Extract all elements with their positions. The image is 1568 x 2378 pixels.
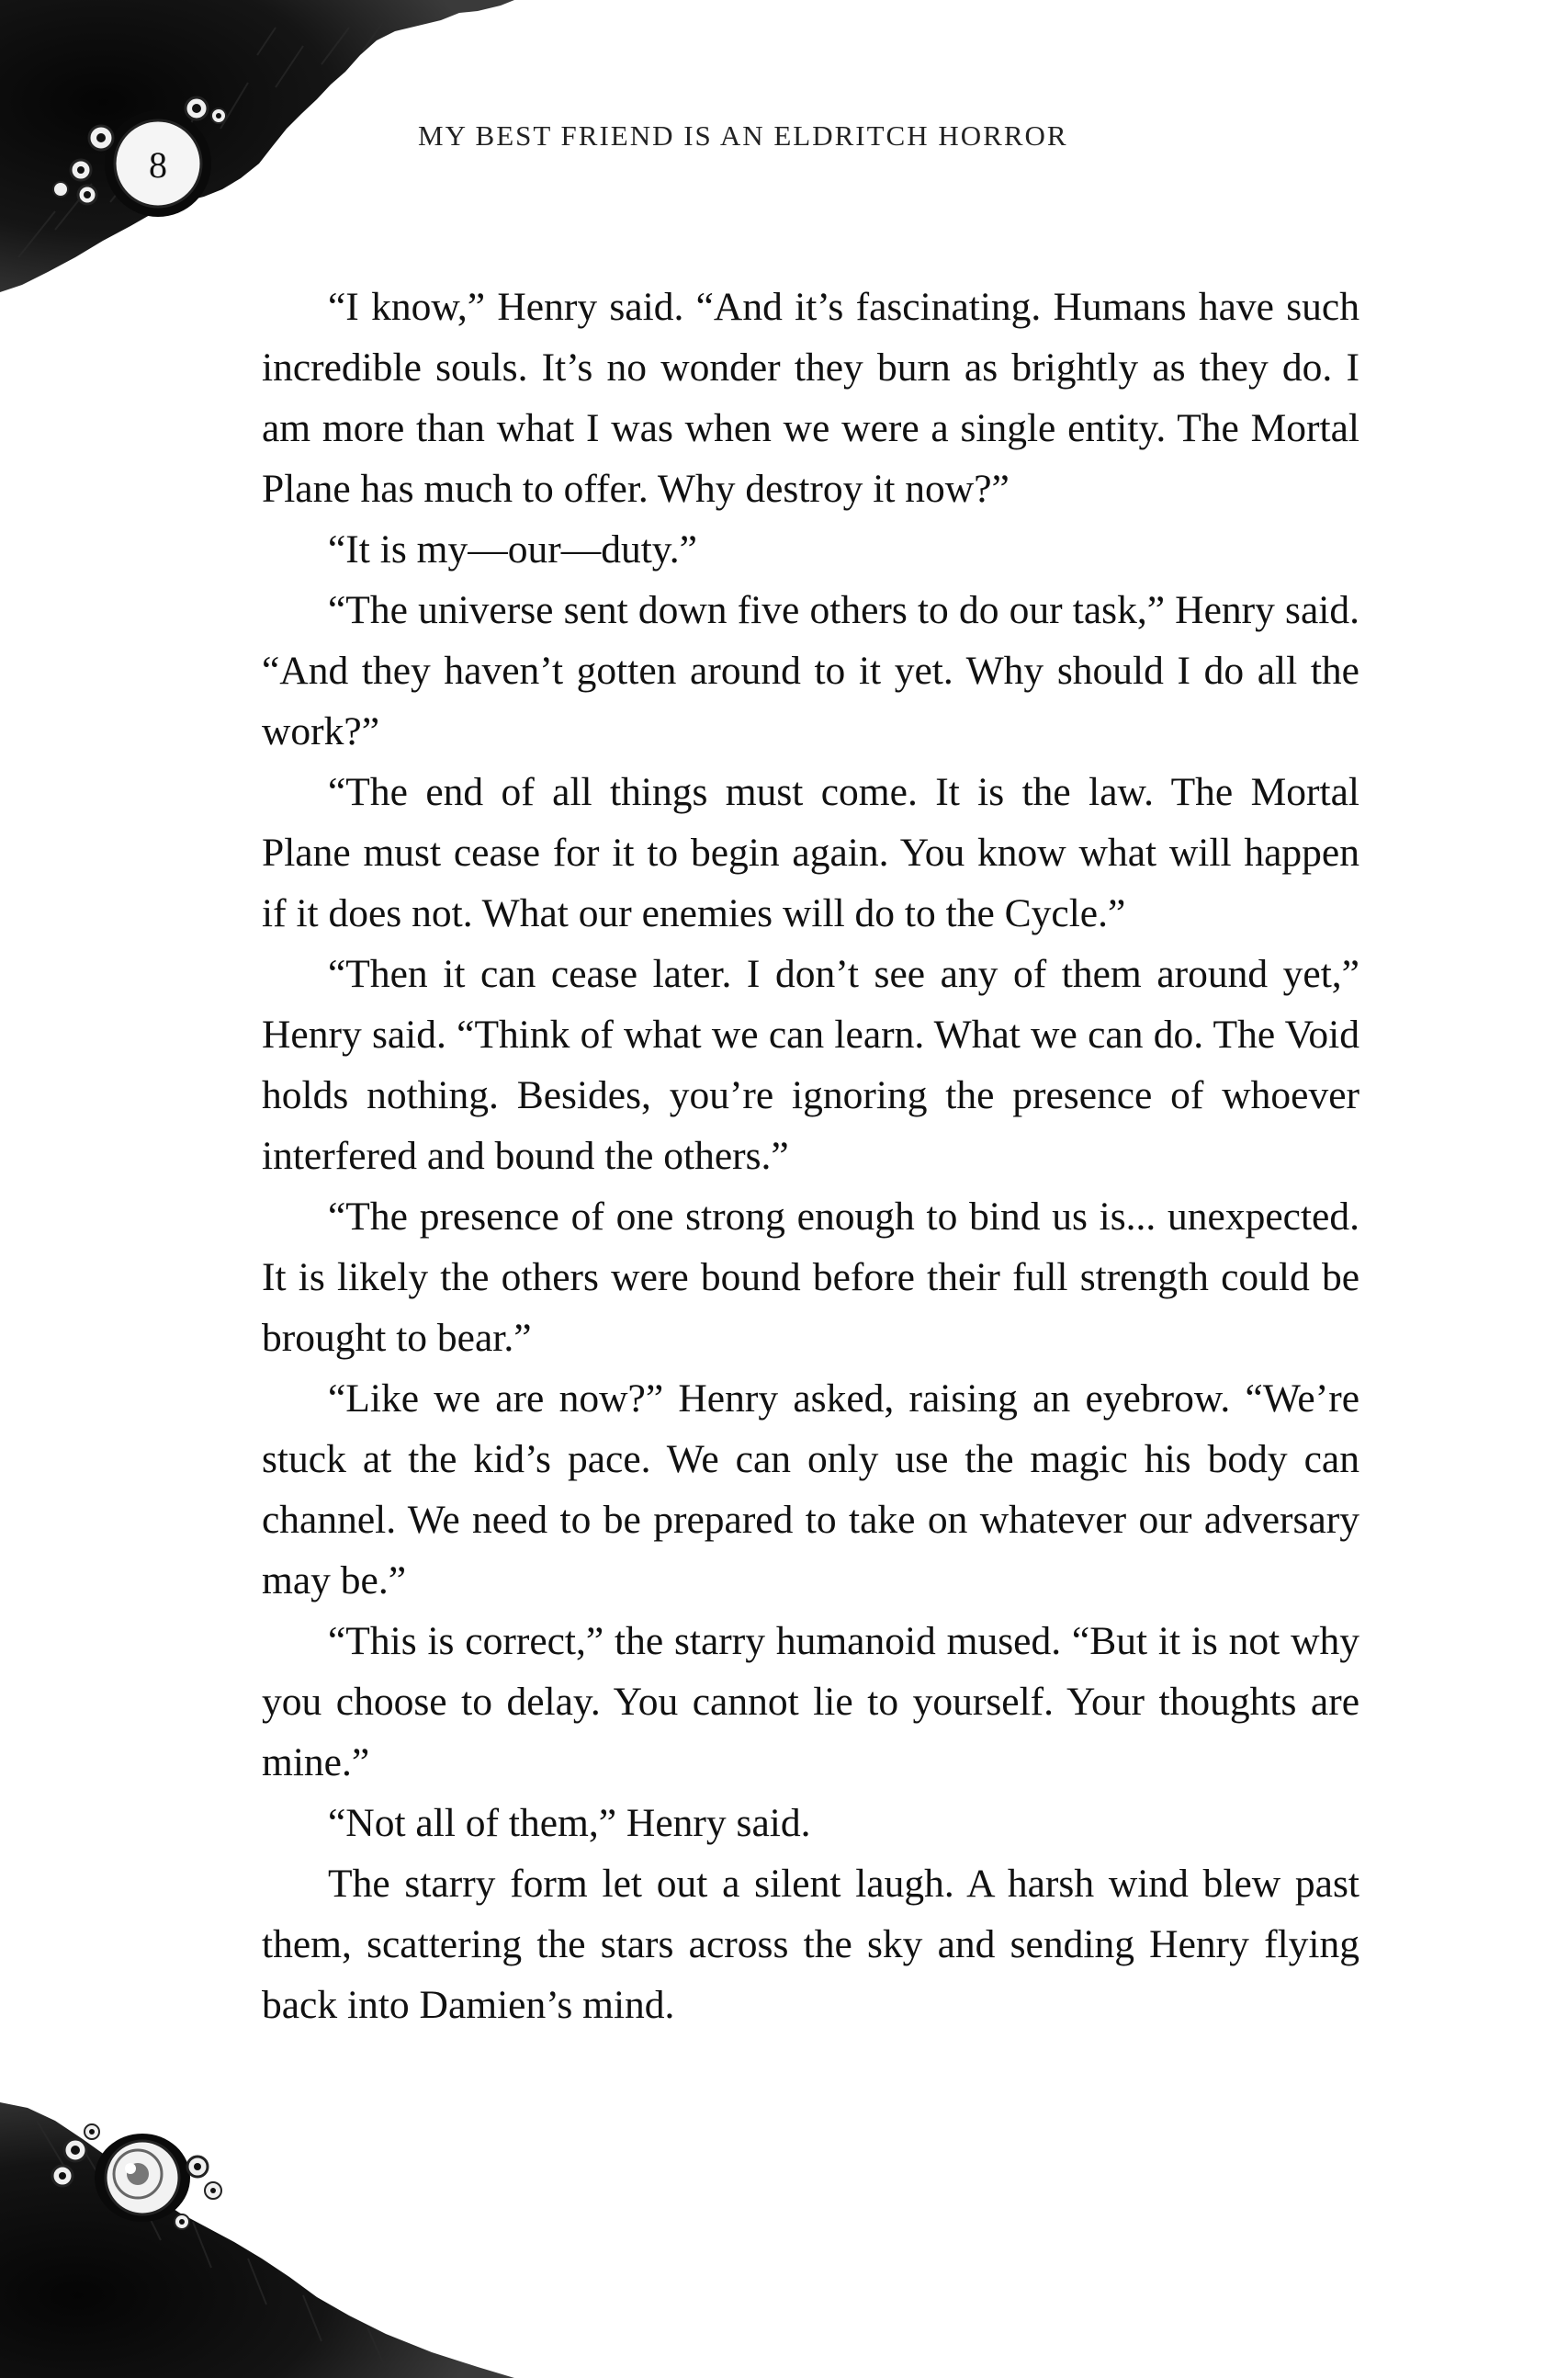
paragraph: “This is correct,” the starry humanoid mused. “But it is not why you choose to delay. You cannot lie to yourself. Your thoughts are mine.” <box>262 1619 1359 1784</box>
paragraph: “The presence of one strong enough to bind us is... unexpected. It is likely the others were bound before their full strength could be brought to bear.” <box>262 1195 1359 1360</box>
paragraph: “Not all of them,” Henry said. <box>328 1801 811 1845</box>
paragraph: The starry form let out a silent laugh. A harsh wind blew past them, scattering the stars across the sky and sending Henry flying back into Damien’s mind. <box>262 1862 1359 2027</box>
paragraph: “Then it can cease later. I don’t see any of them around yet,” Henry said. “Think of what we can learn. What we can do. The Void holds nothing. Besides, you’re ignoring the presence of whoever interfered and bound the others.” <box>262 952 1359 1178</box>
bottom-corner-illustration <box>0 2066 514 2378</box>
body-text <box>262 277 1359 2035</box>
paragraph: “The universe sent down five others to do our task,” Henry said. “And they haven’t gotten around to it yet. Why should I do all the work?” <box>262 588 1359 753</box>
page-number: 8 <box>149 144 167 186</box>
paragraph: “The end of all things must come. It is the law. The Mortal Plane must cease for it to begin again. You know what will happen if it does not. What our enemies will do to the Cycle.” <box>262 770 1359 935</box>
paragraph: “Like we are now?” Henry asked, raising an eyebrow. “We’re stuck at the kid’s pace. We can only use the magic his body can channel. We need to be prepared to take on whatever our adversary may be.” <box>262 1376 1359 1602</box>
paragraph: “It is my—our—duty.” <box>328 527 697 572</box>
running-head: MY BEST FRIEND IS AN ELDRITCH HORROR <box>418 119 1068 152</box>
top-corner-illustration <box>0 0 514 312</box>
paragraph: “I know,” Henry said. “And it’s fascinating. Humans have such incredible souls. It’s no wonder they burn as brightly as they do. I am more than what I was when we were a single entity. The Mortal Plane has much to offer. Why destroy it now?” <box>262 285 1359 511</box>
